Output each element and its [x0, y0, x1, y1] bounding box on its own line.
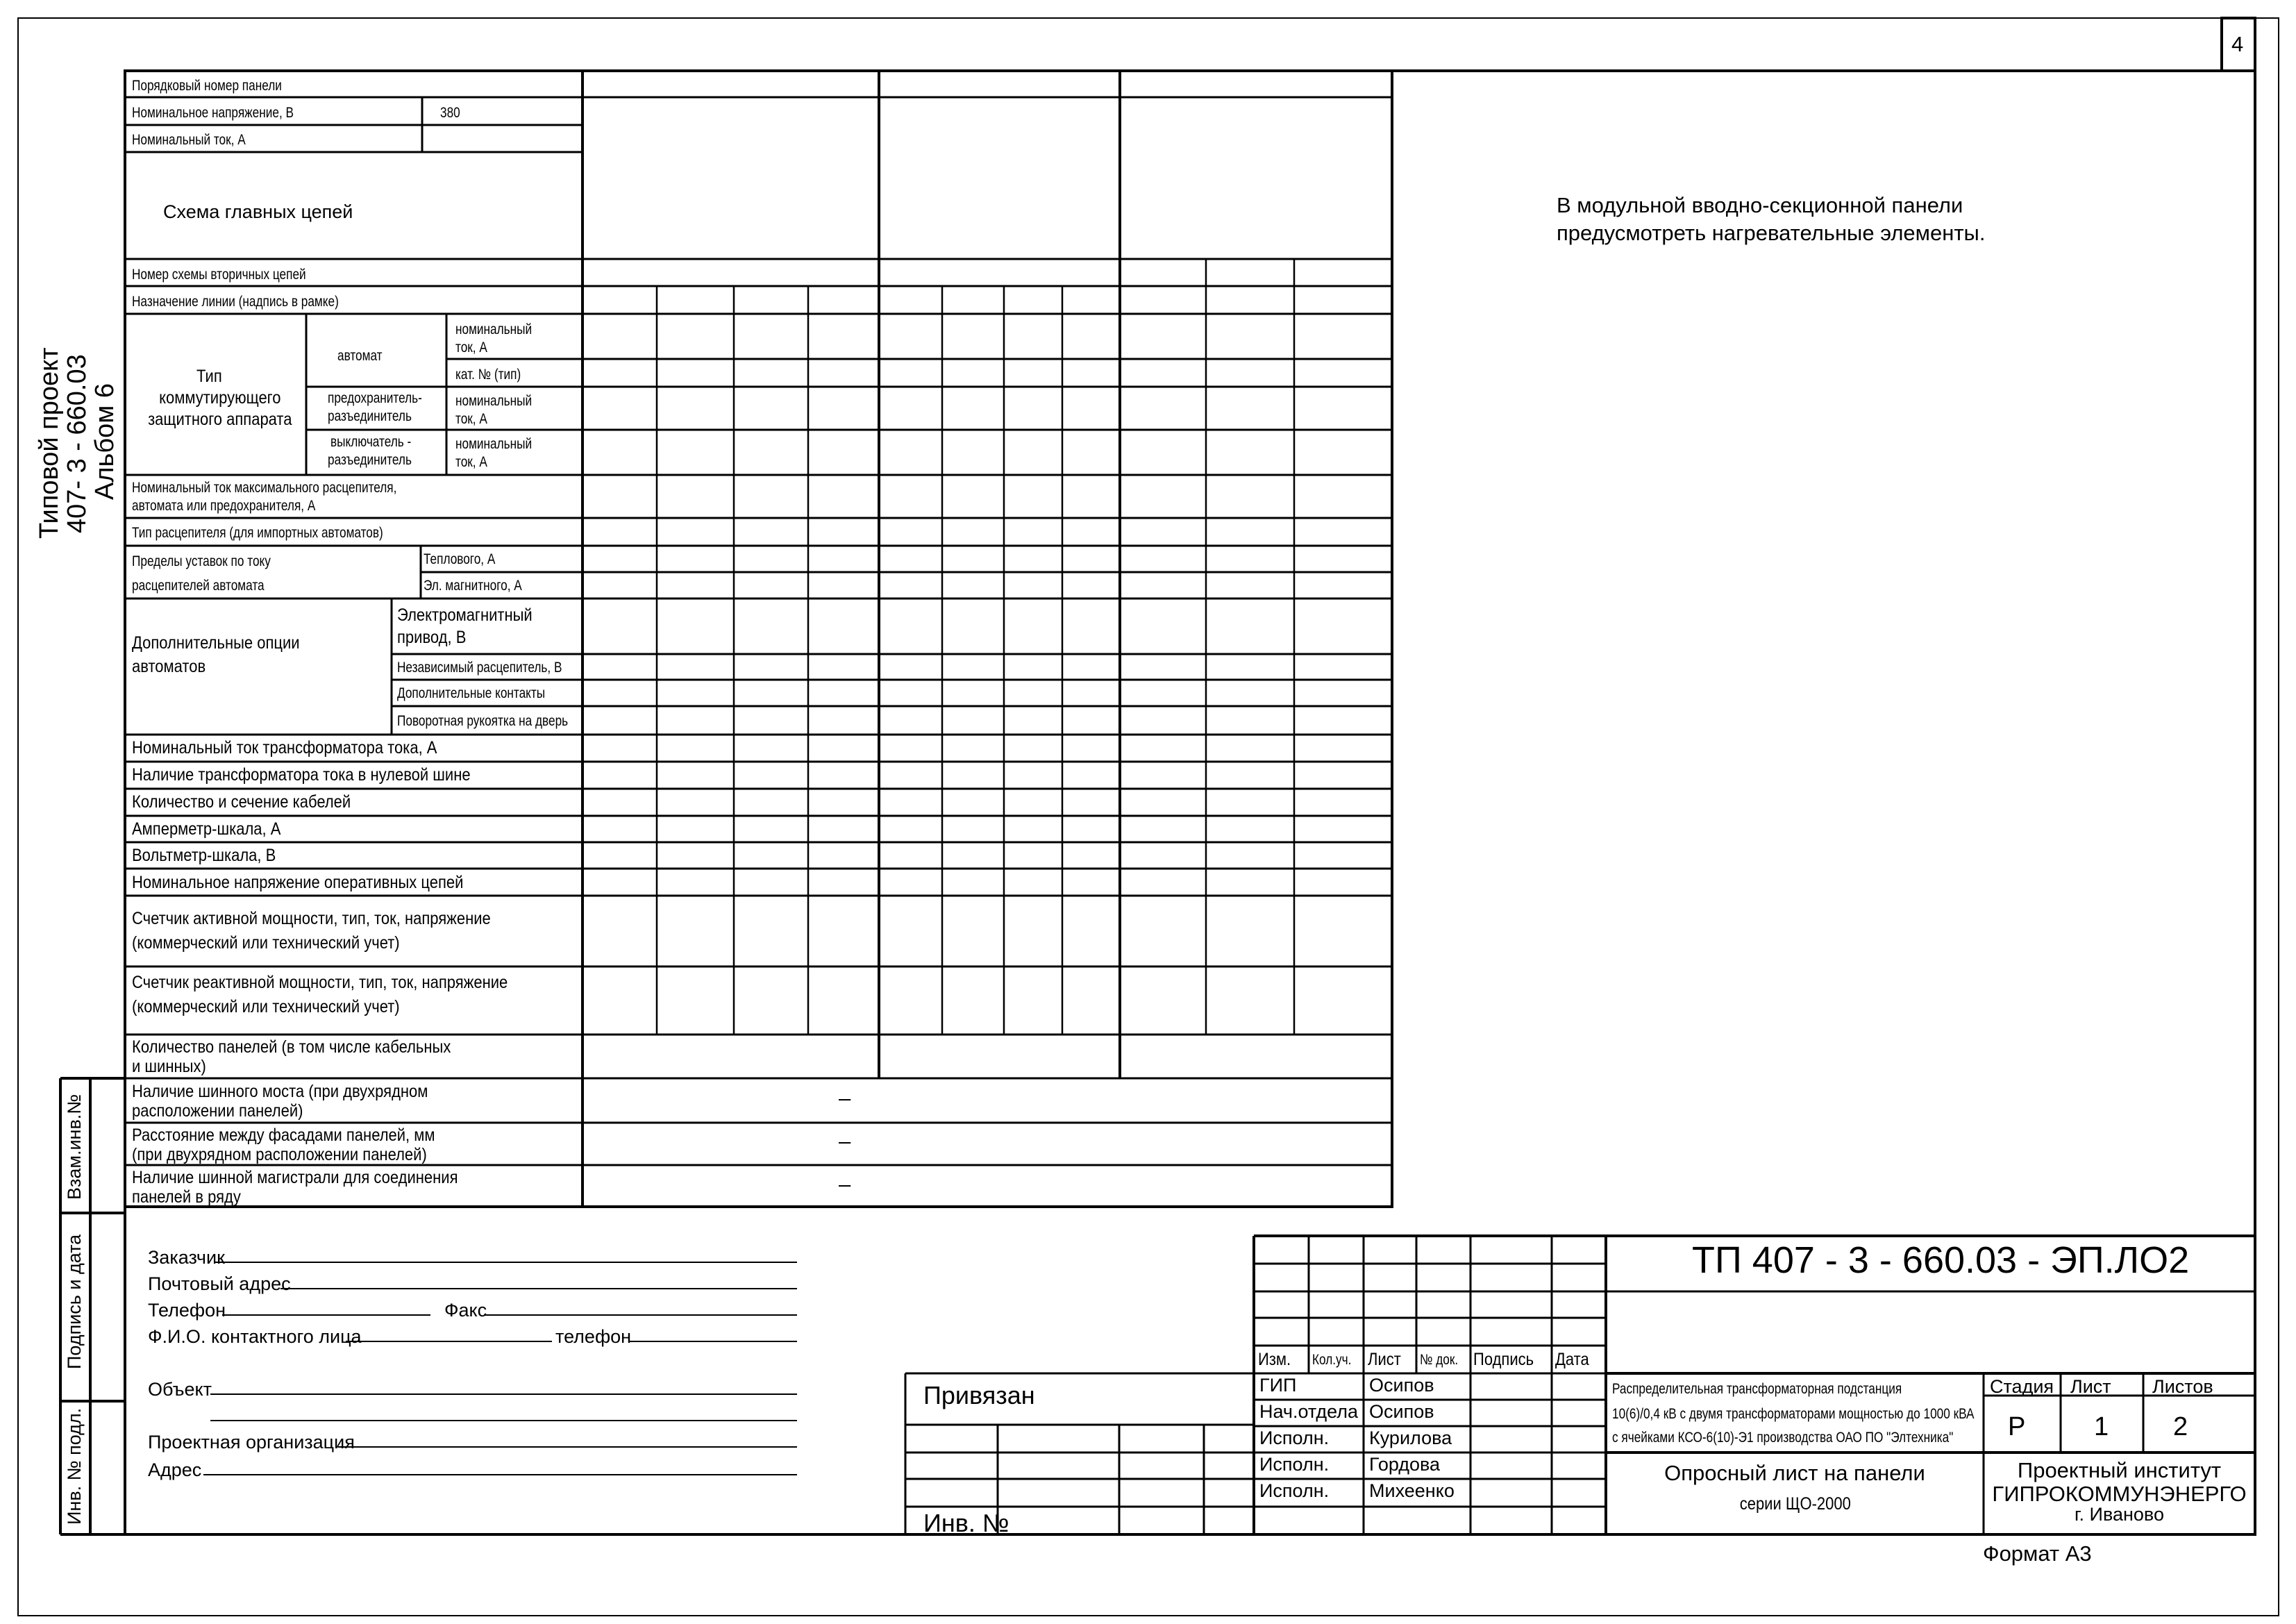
extra-options-2: автоматов: [132, 657, 206, 676]
phone-label: Телефон: [148, 1300, 226, 1321]
customer-label: Заказчик: [148, 1247, 225, 1268]
postal-address-label: Почтовый адрес: [148, 1273, 291, 1294]
note-line-1: В модульной вводно-секционной панели: [1557, 193, 1963, 217]
name-0: Осипов: [1369, 1375, 1434, 1396]
row-release-type: Тип расцепителя (для импортных автоматов): [132, 525, 383, 541]
row-panel-count-1: Количество панелей (в том числе кабельных: [132, 1037, 451, 1057]
stamp-podpis: Подпись и дата: [64, 1234, 85, 1369]
bus-bridge-value: –: [839, 1086, 851, 1110]
col-date: Дата: [1555, 1350, 1589, 1369]
row-active-meter-2: (коммерческий или технический учет): [132, 933, 400, 953]
col-izm: Изм.: [1258, 1350, 1291, 1369]
row-bus-trunk-2: панелей в ряду: [132, 1187, 241, 1207]
row-panel-count-2: и шинных): [132, 1057, 206, 1076]
desc-line-3: с ячейками КСО-6(10)-Э1 производства ОАО ПО "Элтехника": [1612, 1430, 1954, 1446]
row-facade-distance-1: Расстояние между фасадами панелей, мм: [132, 1125, 435, 1145]
thermal-label: Теплового, А: [424, 551, 496, 567]
sheets-value: 2: [2173, 1412, 2188, 1441]
org-address-label: Адрес: [148, 1459, 202, 1480]
device-type-3: защитного аппарата: [148, 410, 292, 429]
role-2: Исполн.: [1259, 1428, 1330, 1448]
row-facade-distance-2: (при двухрядном расположении панелей): [132, 1145, 427, 1164]
row-ct-neutral: Наличие трансформатора тока в нулевой шине: [132, 765, 471, 785]
desc-line-2: 10(6)/0,4 кВ с двумя трансформаторами мощностью до 1000 кВА: [1612, 1406, 1975, 1422]
col-sign: Подпись: [1473, 1350, 1534, 1369]
org-line-3: г. Иваново: [2074, 1504, 2164, 1525]
nominal-voltage-value: 380: [440, 105, 460, 121]
row-secondary-scheme: Номер схемы вторичных цепей: [132, 267, 306, 283]
role-0: ГИП: [1259, 1375, 1297, 1396]
em-drive-2: привод, В: [397, 628, 467, 647]
nominal-current-1b: ток, А: [455, 340, 487, 355]
stage-label: Стадия: [1990, 1376, 2054, 1397]
role-3: Исполн.: [1259, 1454, 1330, 1475]
automat-label: автомат: [337, 348, 383, 364]
fuse-switch-1: предохранитель-: [328, 390, 422, 406]
nominal-current-1a: номинальный: [455, 321, 533, 337]
role-4: Исполн.: [1259, 1480, 1330, 1501]
device-type-1: Тип: [196, 367, 222, 386]
row-ct-current: Номинальный ток трансформатора тока, А: [132, 738, 437, 757]
desc-line-1: Распределительная трансформаторная подстанция: [1612, 1381, 1902, 1397]
nominal-current-3a: номинальный: [455, 436, 533, 452]
bus-trunk-value: –: [839, 1172, 851, 1196]
shunt-release: Независимый расцепитель, В: [397, 660, 562, 676]
nominal-current-2b: ток, А: [455, 411, 487, 427]
contact-phone-label: телефон: [555, 1326, 632, 1347]
project-number: 407- 3 - 660.03: [62, 354, 92, 533]
name-2: Курилова: [1369, 1428, 1452, 1448]
em-drive-1: Электромагнитный: [397, 605, 533, 625]
row-bus-trunk-1: Наличие шинной магистрали для соединения: [132, 1168, 458, 1187]
document-code: ТП 407 - 3 - 660.03 - ЭП.ЛО2: [1692, 1239, 2190, 1281]
row-panel-number: Порядковый номер панели: [132, 78, 282, 94]
project-label: Типовой проект: [35, 347, 64, 539]
rotary-handle: Поворотная рукоятка на дверь: [397, 713, 569, 729]
sheets-label: Листов: [2152, 1376, 2213, 1397]
row-control-voltage: Номинальное напряжение оперативных цепей: [132, 873, 464, 892]
doc-title-2: серии ЩО-2000: [1739, 1494, 1851, 1514]
design-org-label: Проектная организация: [148, 1432, 355, 1453]
facade-distance-value: –: [839, 1129, 851, 1153]
magnetic-label: Эл. магнитного, А: [424, 578, 522, 594]
catalog-number: кат. № (тип): [455, 367, 521, 383]
name-3: Гордова: [1369, 1454, 1441, 1475]
sheet-number: 4: [2231, 32, 2244, 56]
row-reactive-meter-2: (коммерческий или технический учет): [132, 997, 400, 1016]
note-line-2: предусмотреть нагревательные элементы.: [1557, 221, 1986, 245]
org-line-1: Проектный институт: [2017, 1458, 2222, 1482]
format-label: Формат А3: [1983, 1541, 2092, 1566]
row-ammeter: Амперметр-шкала, А: [132, 819, 281, 839]
row-cables: Количество и сечение кабелей: [132, 792, 351, 812]
col-list: Лист: [1368, 1350, 1401, 1369]
device-type-2: коммутирующего: [159, 388, 281, 408]
row-main-circuit: Схема главных цепей: [163, 201, 353, 222]
row-settings-2: расцепителей автомата: [132, 578, 265, 594]
org-line-2: ГИПРОКОММУНЭНЕРГО: [1992, 1482, 2247, 1506]
name-1: Осипов: [1369, 1401, 1434, 1422]
inventory-label: Инв. №: [923, 1509, 1009, 1537]
row-reactive-meter-1: Счетчик реактивной мощности, тип, ток, напряжение: [132, 973, 508, 992]
stamp-vzam: Взам.инв.№: [64, 1094, 85, 1200]
row-voltmeter: Вольтметр-шкала, В: [132, 846, 276, 865]
fuse-switch-2: разъединитель: [328, 408, 412, 424]
row-max-release-1: Номинальный ток максимального расцепителя,: [132, 480, 397, 496]
row-settings-1: Пределы уставок по току: [132, 553, 271, 569]
stage-value: Р: [2008, 1412, 2026, 1441]
switch-disc-1: выключатель -: [330, 434, 412, 450]
aux-contacts: Дополнительные контакты: [397, 685, 546, 701]
sheet-label: Лист: [2070, 1376, 2111, 1397]
stamp-inv: Инв. № подл.: [64, 1407, 85, 1525]
row-line-purpose: Назначение линии (надпись в рамке): [132, 294, 339, 310]
row-nominal-voltage: Номинальное напряжение, В: [132, 105, 294, 121]
switch-disc-2: разъединитель: [328, 452, 412, 468]
name-4: Михеенко: [1369, 1480, 1455, 1501]
row-nominal-current: Номинальный ток, А: [132, 132, 246, 148]
album-label: Альбом 6: [90, 383, 119, 500]
col-kol: Кол.уч.: [1312, 1352, 1352, 1368]
fax-label: Факс: [444, 1300, 487, 1321]
nominal-current-2a: номинальный: [455, 393, 533, 409]
col-doc: № док.: [1420, 1352, 1459, 1368]
row-bus-bridge-1: Наличие шинного моста (при двухрядном: [132, 1082, 428, 1101]
contact-label: Ф.И.О. контактного лица: [148, 1326, 362, 1347]
object-label: Объект: [148, 1379, 212, 1400]
attached-label: Привязан: [923, 1381, 1035, 1409]
nominal-current-3b: ток, А: [455, 454, 487, 470]
row-bus-bridge-2: расположении панелей): [132, 1101, 303, 1121]
role-1: Нач.отдела: [1259, 1401, 1359, 1422]
extra-options-1: Дополнительные опции: [132, 633, 300, 653]
row-active-meter-1: Счетчик активной мощности, тип, ток, напряжение: [132, 909, 491, 928]
row-max-release-2: автомата или предохранителя, А: [132, 498, 316, 514]
doc-title-1: Опросный лист на панели: [1664, 1461, 1925, 1485]
sheet-value: 1: [2094, 1412, 2109, 1441]
